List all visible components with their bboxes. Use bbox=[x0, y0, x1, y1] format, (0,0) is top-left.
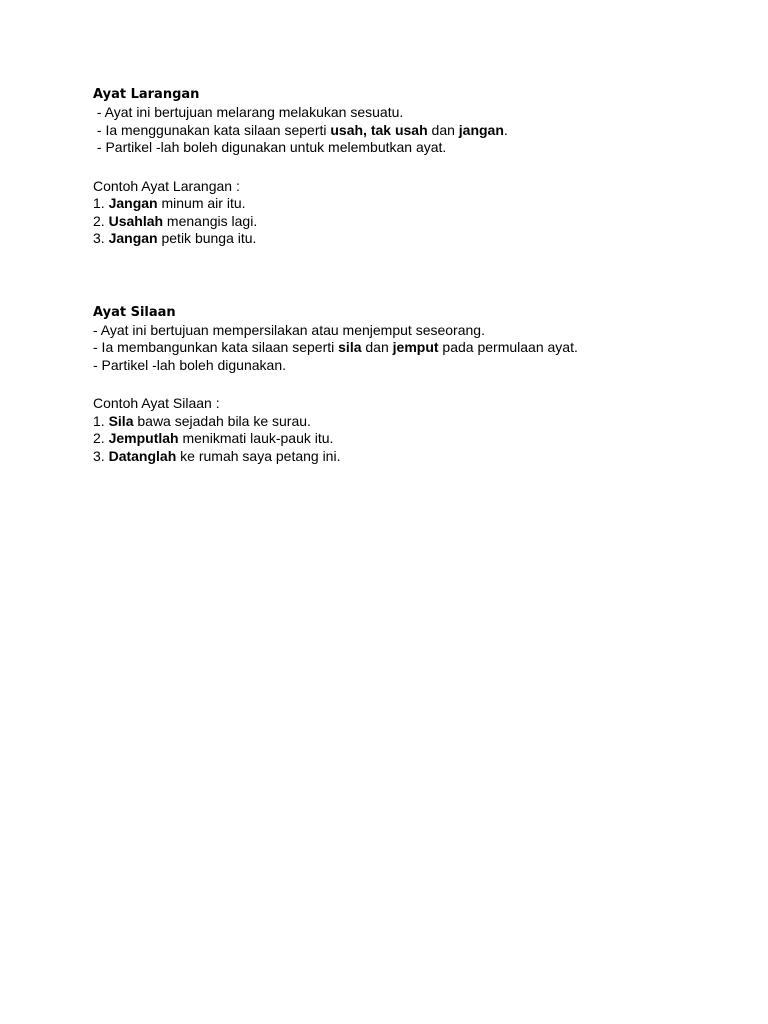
point-line: - Ia membangunkan kata silaan seperti sila dan jemput pada permulaan ayat. bbox=[93, 339, 578, 355]
document-page bbox=[93, 86, 713, 465]
examples-title: Contoh Ayat Larangan : bbox=[93, 177, 240, 194]
point-line: - Partikel -lah boleh digunakan untuk melembutkan ayat. bbox=[93, 139, 447, 155]
point-line: - Ayat ini bertujuan melarang melakukan sesuatu. bbox=[93, 104, 404, 120]
point-line: - Ia menggunakan kata silaan seperti usah, tak usah dan jangan. bbox=[93, 121, 508, 138]
point-line: - Ayat ini bertujuan mempersilakan atau menjemput seseorang. bbox=[93, 321, 485, 338]
point-line: - Partikel -lah boleh digunakan. bbox=[93, 356, 287, 373]
example-line: 2. Jemputlah menikmati lauk-pauk itu. bbox=[93, 430, 334, 446]
section-heading: Ayat Larangan bbox=[93, 87, 200, 102]
example-line: 1. Sila bawa sejadah bila ke surau. bbox=[93, 412, 311, 429]
examples-title: Contoh Ayat Silaan : bbox=[93, 395, 220, 411]
example-line: 3. Jangan petik bunga itu. bbox=[93, 230, 257, 246]
section-heading: Ayat Silaan bbox=[93, 304, 176, 320]
example-line: 2. Usahlah menangis lagi. bbox=[93, 212, 258, 229]
section-ayat-silaan bbox=[93, 304, 713, 466]
section-ayat-larangan bbox=[93, 86, 713, 248]
example-line: 1. Jangan minum air itu. bbox=[93, 195, 246, 211]
example-line: 3. Datanglah ke rumah saya petang ini. bbox=[93, 447, 341, 464]
